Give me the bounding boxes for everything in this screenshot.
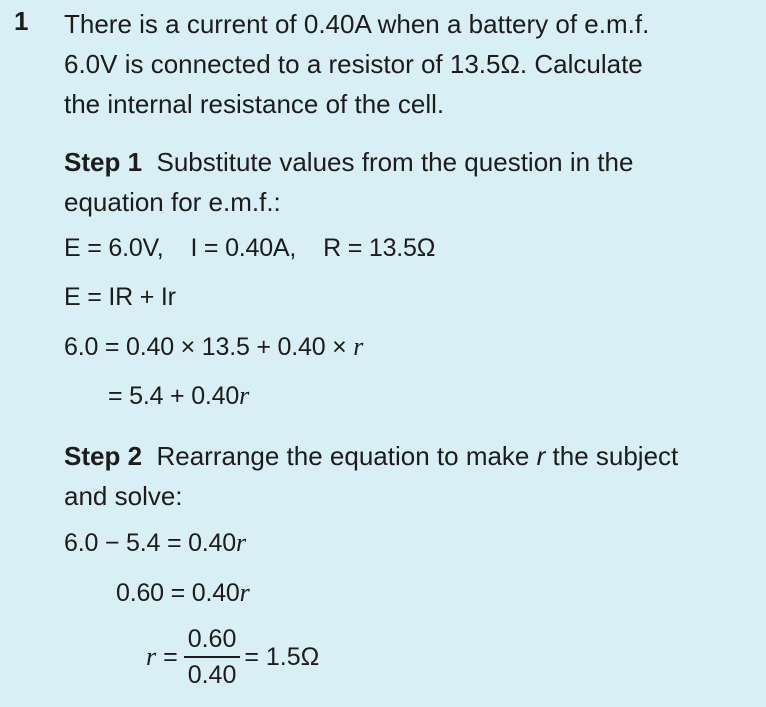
question-text: [64, 4, 754, 124]
fraction-denominator: 0.40: [187, 661, 237, 689]
step-1-label: Step 1: [64, 147, 143, 177]
given-values: [64, 234, 435, 263]
question-number: 1: [14, 6, 29, 36]
step-2-label: Step 2: [64, 441, 143, 471]
fraction: [184, 624, 241, 690]
emf-equation: E = IR + Ir: [64, 283, 176, 311]
final-result: r = $\frac{0.60}{0.40}$ = 1.5Ω: [146, 625, 320, 689]
step-2-text-line-2: and solve:: [64, 481, 183, 511]
question-line-1: There is a current of 0.40A when a battery of e.m.f.: [64, 9, 650, 39]
substituted-equation: 6.0 = 0.40 × 13.5 + 0.40 × r: [64, 332, 364, 361]
variable-r: r: [536, 441, 546, 471]
question-line-2: 6.0V is connected to a resistor of 13.5Ω. Calculate: [64, 49, 643, 79]
step-2-instruction: Step 2 Rearrange the equation to make r the subject and solve:: [64, 436, 764, 516]
step-1-text-line-1: Substitute values from the question in the: [156, 147, 634, 177]
given-e: E = 6.0V,: [64, 234, 164, 262]
given-r: R = 13.5Ω: [323, 234, 436, 262]
given-i: I = 0.40A,: [190, 234, 297, 262]
step-1-instruction: [64, 142, 754, 222]
rearranged-equation-1: 6.0 − 5.4 = 0.40r: [64, 528, 246, 557]
result-value: = 1.5Ω: [244, 642, 320, 671]
variable-r: r: [235, 528, 246, 557]
rearranged-equation-2: 0.60 = 0.40r: [116, 578, 250, 607]
variable-r: r: [353, 332, 364, 361]
question-line-3: the internal resistance of the cell.: [64, 89, 445, 119]
variable-r: r: [239, 381, 249, 410]
variable-r: r: [146, 642, 157, 671]
simplified-equation: = 5.4 + 0.40r: [108, 381, 249, 410]
variable-r: r: [239, 578, 250, 607]
step-1-text-line-2: equation for e.m.f.:: [64, 187, 281, 217]
fraction-numerator: 0.60: [187, 625, 237, 653]
